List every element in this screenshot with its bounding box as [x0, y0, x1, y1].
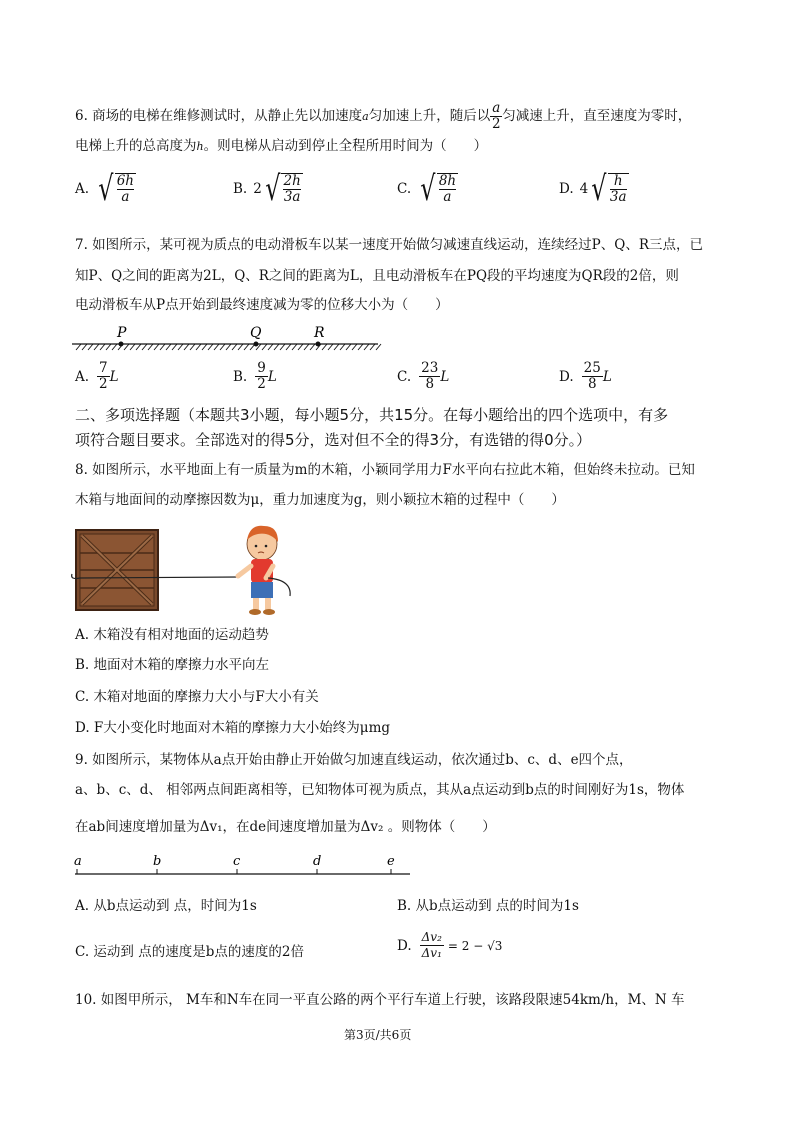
- q7-option-a[interactable]: A. $\frac{7}{2}$ L: [75, 360, 119, 392]
- q9-line1: 9. 如图所示，某物体从a点开始由静止开始做匀加速直线运动，依次通过b、c、d、e四个点，: [75, 752, 633, 768]
- q9-option-c[interactable]: C. 运动到 点的速度是b点的速度的2倍: [75, 944, 304, 960]
- ground-hatch-mark: [304, 344, 309, 350]
- ground-hatch-mark: [148, 344, 153, 350]
- q7-label-p: P: [117, 325, 127, 341]
- ground-hatch-mark: [274, 344, 279, 350]
- ground-hatch-mark: [190, 344, 195, 350]
- ground-hatch-mark: [172, 344, 177, 350]
- child-figure: [238, 526, 290, 615]
- q6-text-1a: 6. 商场的电梯在维修测试时，从静止先以加速度: [75, 108, 363, 124]
- wooden-crate: [76, 530, 158, 610]
- q6-line1: [75, 101, 691, 132]
- q8-option-a[interactable]: A. 木箱没有相对地面的运动趋势: [75, 627, 269, 643]
- q8-option-b[interactable]: B. 地面对木箱的摩擦力水平向左: [75, 657, 270, 673]
- q9-points-diagram: [70, 852, 415, 882]
- q7-line3: 电动滑板车从P点开始到最终速度减为零的位移大小为（ ）: [75, 297, 449, 313]
- q7-line1: 7. 如图所示，某可视为质点的电动滑板车以某一速度开始做匀减速直线运动，连续经过P、Q、R三点，已: [75, 237, 703, 253]
- q10-line1: 10. 如图甲所示， M车和N车在同一平直公路的两个平行车道上行驶，该路段限速54km/h，M、N 车: [75, 992, 685, 1008]
- ground-hatch-mark: [82, 344, 87, 350]
- q6-text-2a: 电梯上升的总高度为: [75, 138, 197, 154]
- ground-hatch-mark: [370, 344, 375, 350]
- q7-ground-diagram: [70, 322, 382, 354]
- ground-hatch-mark: [280, 344, 285, 350]
- ground-hatch-mark: [262, 344, 267, 350]
- q7-option-a-frac: $\frac{7}{2}$: [99, 360, 108, 392]
- ground-hatch-mark: [322, 344, 327, 350]
- q6-text-1b: 匀加速上升，随后以: [368, 108, 491, 124]
- q9-option-b[interactable]: B. 从b点运动到 点的时间为1s: [397, 898, 579, 914]
- q8-line2: 木箱与地面间的动摩擦因数为μ，重力加速度为g，则小颖拉木箱的过程中（ ）: [75, 492, 565, 508]
- q7-point-q-dot: [254, 342, 259, 347]
- q7-option-b[interactable]: B. $\frac{9}{2}$ L: [233, 360, 277, 392]
- ground-hatch-mark: [376, 344, 381, 350]
- ground-hatch-mark: [334, 344, 339, 350]
- q7-point-r-dot: [316, 342, 321, 347]
- ground-hatch-mark: [220, 344, 225, 350]
- q6-option-a[interactable]: A. √ 6h a: [75, 169, 135, 209]
- ground-hatch-mark: [142, 344, 147, 350]
- q9-label-a: a: [74, 854, 82, 869]
- q6-line2: [75, 137, 487, 156]
- page-footer: 第3页/共6页: [344, 1028, 412, 1042]
- q6-option-c-sqrt: √ 8h a: [420, 169, 457, 209]
- ground-hatch-mark: [160, 344, 165, 350]
- q6-option-c[interactable]: C. √ 8h a: [397, 169, 457, 209]
- q7-option-c-frac: $\frac{23}{8}$: [421, 360, 439, 392]
- q9-option-d[interactable]: D. $\frac{\text{Δv₂}}{\text{Δv₁}}$ = 2 − √3: [397, 930, 503, 960]
- q6-frac-a-2: $\frac{a}{2}$: [491, 100, 501, 132]
- q7-point-p-dot: [119, 342, 124, 347]
- q7-option-d-frac: $\frac{25}{8}$: [583, 360, 601, 392]
- ground-hatch-mark: [298, 344, 303, 350]
- ground-hatch-mark: [214, 344, 219, 350]
- q6-option-d-sqrt: √ h 3a: [591, 169, 627, 209]
- q6-var-a: a: [362, 110, 369, 123]
- q8-option-d[interactable]: D. F大小变化时地面对木箱的摩擦力大小始终为μmg: [75, 720, 391, 736]
- ground-hatch-mark: [106, 344, 111, 350]
- ground-hatch-mark: [244, 344, 249, 350]
- ground-hatch-mark: [364, 344, 369, 350]
- ground-hatch-mark: [154, 344, 159, 350]
- q6-option-a-sqrt: √ 6h a: [98, 169, 135, 209]
- q8-option-c[interactable]: C. 木箱对地面的摩擦力大小与F大小有关: [75, 689, 319, 705]
- ground-hatch-mark: [292, 344, 297, 350]
- q6-option-b[interactable]: B. 2 √ 2h 3a: [233, 169, 301, 209]
- ground-hatch-mark: [346, 344, 351, 350]
- ground-hatch-mark: [208, 344, 213, 350]
- ground-hatch-mark: [310, 344, 315, 350]
- q8-line1: 8. 如图所示，水平地面上有一质量为m的木箱，小颖同学用力F水平向右拉此木箱，但始终未拉动。已知: [75, 462, 695, 478]
- ground-hatch-mark: [100, 344, 105, 350]
- q7-line2: 知P、Q之间的距离为2L，Q、R之间的距离为L，且电动滑板车在PQ段的平均速度为QR段的2倍，则: [75, 268, 679, 284]
- section2-heading-line2: 项符合题目要求。全部选对的得5分，选对但不全的得3分，有选错的得0分。）: [75, 431, 592, 449]
- q7-option-b-frac: $\frac{9}{2}$: [257, 360, 266, 392]
- q6-text-2b: 。则电梯从启动到停止全程所用时间为（ ）: [203, 138, 488, 154]
- ground-hatch-mark: [112, 344, 117, 350]
- q9-line3: 在ab间速度增加量为Δv₁，在de间速度增加量为Δv₂ 。则物体（ ）: [75, 819, 496, 835]
- q6-text-1c: 匀减速上升，直至速度为零时，: [502, 108, 692, 124]
- ground-hatch-mark: [238, 344, 243, 350]
- ground-hatch-mark: [232, 344, 237, 350]
- q9-label-b: b: [153, 854, 162, 869]
- ground-hatch-mark: [124, 344, 129, 350]
- ground-hatch-mark: [352, 344, 357, 350]
- ground-hatch-mark: [226, 344, 231, 350]
- section2-heading-line1: 二、多项选择题（本题共3小题，每小题5分，共15分。在每小题给出的四个选项中，有多: [75, 406, 669, 424]
- ground-hatch-mark: [340, 344, 345, 350]
- ground-hatch-mark: [130, 344, 135, 350]
- ground-hatch-mark: [184, 344, 189, 350]
- q9-label-d: d: [313, 854, 322, 869]
- ground-hatch-mark: [88, 344, 93, 350]
- ground-hatch-mark: [136, 344, 141, 350]
- ground-hatch-mark: [202, 344, 207, 350]
- ground-hatch-mark: [94, 344, 99, 350]
- ground-hatch-mark: [268, 344, 273, 350]
- q9-label-e: e: [387, 854, 395, 869]
- ground-hatch-mark: [286, 344, 291, 350]
- q7-label-r: R: [314, 325, 325, 341]
- q7-option-d[interactable]: D. $\frac{25}{8}$ L: [559, 360, 612, 392]
- ground-hatch-mark: [358, 344, 363, 350]
- q7-option-c[interactable]: C. $\frac{23}{8}$ L: [397, 360, 450, 392]
- q6-option-d[interactable]: D. 4 √ h 3a: [559, 169, 627, 209]
- q9-line2: a、b、c、d、 相邻两点间距离相等，已知物体可视为质点，其从a点运动到b点的时间刚好为1s，物体: [75, 782, 685, 798]
- ground-hatch-mark: [166, 344, 171, 350]
- q7-label-q: Q: [250, 325, 262, 341]
- q9-option-d-frac: $\frac{\text{Δv₂}}{\text{Δv₁}}$: [421, 930, 442, 960]
- q9-option-a[interactable]: A. 从b点运动到 点，时间为1s: [75, 898, 257, 914]
- q8-box-illustration: [70, 522, 300, 622]
- q6-var-h: h: [196, 140, 204, 153]
- ground-hatch-mark: [76, 344, 81, 350]
- q6-option-b-sqrt: √ 2h 3a: [265, 169, 301, 209]
- ground-hatch-mark: [328, 344, 333, 350]
- ground-hatch-mark: [178, 344, 183, 350]
- ground-hatch-mark: [196, 344, 201, 350]
- q9-label-c: c: [233, 854, 241, 869]
